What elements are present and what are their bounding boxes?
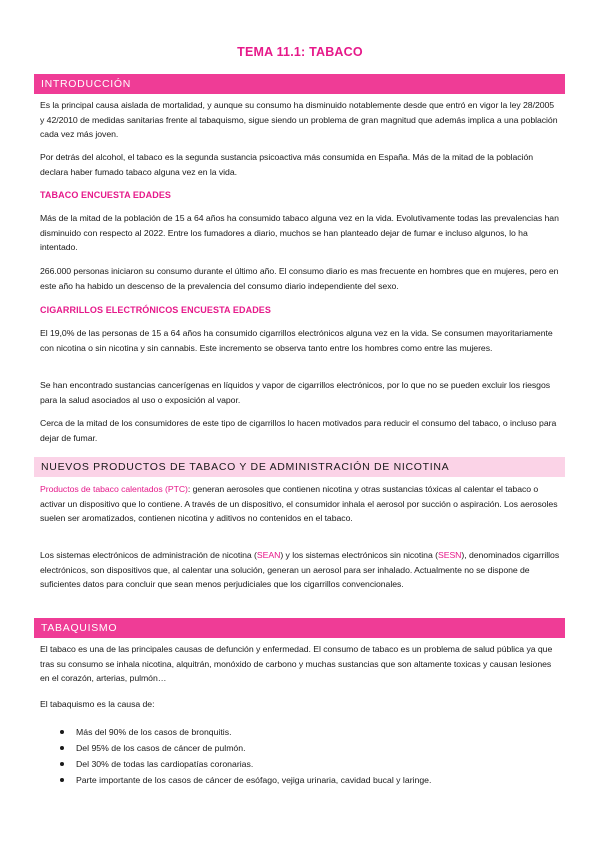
list-item: Del 95% de los casos de cáncer de pulmón. xyxy=(60,740,431,756)
list-item: Parte importante de los casos de cáncer de esófago, vejiga urinaria, cavidad bucal y laringe. xyxy=(60,772,431,788)
nuevos-paragraph-2 xyxy=(40,548,560,592)
intro-paragraph-2: Por detrás del alcohol, el tabaco es la segunda sustancia psicoactiva más consumida en España. Más de la mitad de la población declara haber fumado tabaco alguna vez en la vida. xyxy=(40,152,534,177)
list-item: Más del 90% de los casos de bronquitis. xyxy=(60,724,431,740)
ptc-description: : generan aerosoles que contienen nicotina y otras sustancias tóxicas al calentar el tabaco o activar un dispositivo que lo contiene. A través de un dispositivo, el consumidor inhala el aerosol por succión o aspiración. Los aerosoles suelen ser aromatizados, contienen nicotina y aditivos no contenidos en el tabaco. xyxy=(40,484,558,523)
cigarrillos-paragraph-3: Cerca de la mitad de los consumidores de este tipo de cigarrillos lo hacen motivados para reducir el consumo del tabaco, o incluso para dejar de fumar. xyxy=(40,418,557,443)
sean-text-a: Los sistemas electrónicos de administración de nicotina ( xyxy=(40,550,257,560)
ptc-term: Productos de tabaco calentados (PTC) xyxy=(40,484,188,494)
sean-term: SEAN xyxy=(256,550,281,560)
section-header-nuevos-productos: NUEVOS PRODUCTOS DE TABACO Y DE ADMINISTRACIÓN DE NICOTINA xyxy=(34,457,565,477)
encuesta-paragraph-2: 266.000 personas iniciaron su consumo durante el último año. El consumo diario es mas frecuente en hombres que en mujeres, pero en este año ha habido un descenso de la prevalencia del consumo diario independiente del sexo. xyxy=(40,266,559,291)
nuevos-paragraph-1 xyxy=(40,482,560,526)
subheading-tabaco-encuesta: TABACO ENCUESTA EDADES xyxy=(40,190,172,200)
tabaquismo-paragraph-2: El tabaquismo es la causa de: xyxy=(40,699,155,709)
subheading-cigarrillos-electronicos: CIGARRILLOS ELECTRÓNICOS ENCUESTA EDADES xyxy=(40,305,272,315)
cigarrillos-paragraph-1: El 19,0% de las personas de 15 a 64 años ha consumido cigarrillos electrónicos alguna vez en la vida. Se consumen mayoritariamente con nicotina o sin nicotina y sin cannabis. Este incremento se observa tanto entre los hombres como entre las mujeres. xyxy=(40,328,553,353)
tabaquismo-paragraph-1: El tabaco es una de las principales causas de defunción y enfermedad. El consumo de tabaco es un problema de salud pública ya que tras su consumo se inhala nicotina, alquitrán, monóxido de carbono y muchas sustancias que son altamente toxicas y causan lesiones en el corazón, arterias, pulmón… xyxy=(40,644,553,683)
section-header-tabaquismo: TABAQUISMO xyxy=(34,618,565,638)
encuesta-paragraph-1: Más de la mitad de la población de 15 a 64 años ha consumido tabaco alguna vez en la vida. Evolutivamente todas las prevalencias han disminuido con respecto al 2022. Entre los fumadores a diario, muchos se han planteado dejar de fumar e incluso algunos, lo ha intentado. xyxy=(40,213,559,252)
section-header-introduccion: INTRODUCCIÓN xyxy=(34,74,565,94)
cigarrillos-paragraph-2: Se han encontrado sustancias cancerígenas en líquidos y vapor de cigarrillos electrónicos, por lo que no se pueden excluir los riesgos para la salud asociados al uso o exposición al vapor. xyxy=(40,380,551,405)
sesn-term: SESN xyxy=(437,550,462,560)
document-title: TEMA 11.1: TABACO xyxy=(237,45,363,59)
list-item: Del 30% de todas las cardiopatías coronarias. xyxy=(60,756,431,772)
causes-list xyxy=(60,724,431,788)
sean-text-c: ), denominados cigarrillos electrónicos, son dispositivos que, al calentar una solución, generan un aerosol para ser inhalado. Actualmente no se dispone de suficientes datos para concluir que sean menos perjudiciales que los cigarrillos convencionales. xyxy=(40,550,560,589)
sean-text-b: ) y los sistemas electrónicos sin nicotina ( xyxy=(280,550,438,560)
intro-paragraph-1: Es la principal causa aislada de mortalidad, y aunque su consumo ha disminuido notablemente desde que entró en vigor la ley 28/2005 y 42/2010 de medidas sanitarias frente al tabaquismo, sigue siendo un problema de gran magnitud que además implica a una población cada vez más joven. xyxy=(40,100,558,139)
